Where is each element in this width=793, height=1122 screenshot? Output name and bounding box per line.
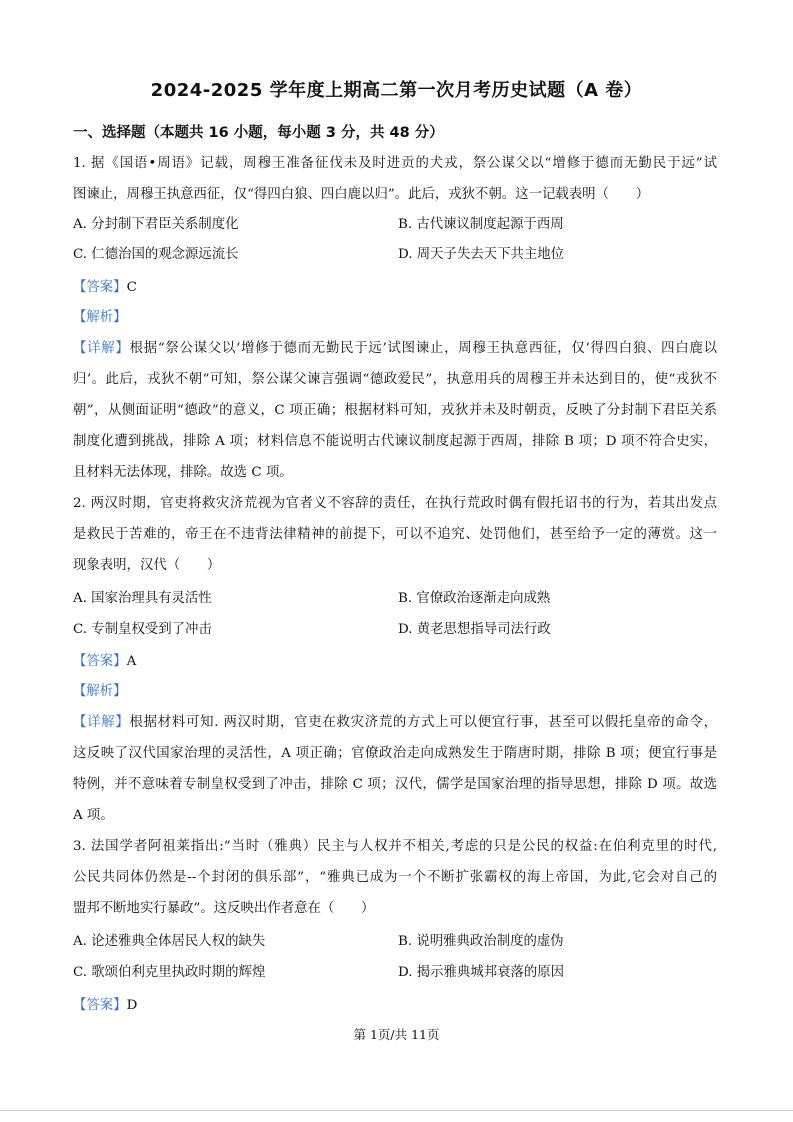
q3-stem-line-1: 3. 法国学者阿祖莱指出:“当时（雅典）民主与人权并不相关,考虑的只是公民的权益:在伯利克里的时代,: [73, 839, 717, 854]
answer-label: 【答案】: [73, 280, 127, 295]
q1-answer: [73, 279, 137, 297]
q3-stem-line-2: 公民共同体仍然是--个封闭的俱乐部”，“雅典已成为一个不断扩张霸权的海上帝国，为此,它会对自己的: [73, 870, 717, 885]
q3-answer-value: D: [126, 998, 138, 1013]
q2-stem-line-1: 2. 两汉时期，官吏将救灾济荒视为官者义不容辞的责任，在执行荒政时偶有假托诏书的行为，若其出发点: [73, 496, 717, 511]
q3-answer: 【答案】D: [73, 998, 138, 1013]
q1-option-b: B. 古代谏议制度起源于西周: [398, 217, 564, 232]
q2-detail-line-2: 这反映了汉代国家治理的灵活性，A 项正确；官僚政治走向成熟发生于隋唐时期，排除 B 项；便宜行事是: [73, 746, 717, 761]
q1-stem-line-2: 图谏止，周穆王执意西征，仅“得四白狼、四白鹿以归”。此后，戎狄不朝。这一记载表明（ ）: [73, 187, 650, 202]
q2-answer-value: A: [126, 654, 137, 669]
q2-detail-line-3: 特例，并不意味着专制皇权受到了冲击，排除 C 项；汉代，儒学是国家治理的指导思想，排除 D 项。故选: [73, 777, 717, 792]
q3-stem-line-3: 盟邦不断地实行暴政”。这反映出作者意在（ ）: [73, 901, 375, 916]
q2-stem-line-3: 现象表明，汉代（ ）: [73, 558, 221, 573]
q2-detail-line-4: A 项。: [73, 808, 114, 823]
q1-option-c: C. 仁德治国的观念源远流长: [73, 247, 239, 262]
q3-option-b: B. 说明雅典政治制度的虚伪: [398, 934, 564, 949]
q2-option-c: C. 专制皇权受到了冲击: [73, 622, 212, 637]
q1-detail-line-4: 制度化遭到挑战，排除 A 项；材料信息不能说明古代谏议制度起源于西周，排除 B 项；D 项不符合史实，: [73, 434, 717, 449]
q1-answer-value: C: [126, 280, 137, 295]
q1-detail-line-3: 朝”，从侧面证明“德政”的意义，C 项正确；根据材料可知，戎狄并未及时朝贡，反映了分封制下君臣关系: [73, 403, 717, 418]
q3-option-a: A. 论述雅典全体居民人权的缺失: [73, 934, 266, 949]
q1-option-a: A. 分封制下君臣关系制度化: [73, 217, 239, 232]
q2-analysis-label: 【解析】: [73, 684, 127, 699]
exam-title: 2024-2025 学年度上期高二第一次月考历史试题（A 卷）: [150, 80, 643, 101]
q2-option-a: A. 国家治理具有灵活性: [73, 591, 212, 606]
q1-analysis-label: 【解析】: [73, 310, 127, 325]
q2-stem-line-2: 是救民于苦难的，帝王在不违背法律精神的前提下，可以不追究、处罚他们，甚至给予一定的薄赏。这一: [73, 527, 717, 542]
detail-label: 【详解】: [73, 341, 130, 356]
q1-stem-line-1: 1. 据《国语•周语》记载，周穆王准备征伐未及时进贡的犬戎，祭公谋父以“增修于德而无勤民于远”试: [73, 156, 717, 171]
q2-option-b: B. 官僚政治逐渐走向成熟: [398, 591, 551, 606]
q1-detail-line-2: 归’。此后，戎狄不朝”可知，祭公谋父谏言强调“德政爱民”，执意用兵的周穆王并未达到目的，使“戎狄不: [73, 372, 717, 387]
q2-detail-line-1: 【详解】根据材料可知. 两汉时期，官吏在救灾济荒的方式上可以便宜行事，甚至可以假托皇帝的命令，: [73, 715, 718, 730]
q2-answer: 【答案】A: [73, 654, 137, 669]
q2-option-d: D. 黄老思想指导司法行政: [398, 622, 551, 637]
q1-option-d: D. 周天子失去天下共主地位: [398, 247, 565, 262]
q1-detail-line-5: 且材料无法体现，排除。故选 C 项。: [73, 465, 293, 480]
page-footer: 第 1页/共 11页: [353, 1027, 440, 1042]
section-heading: 一、选择题（本题共 16 小题，每小题 3 分，共 48 分）: [73, 125, 444, 141]
q1-detail-line-1: 【详解】根据“祭公谋父以‘增修于德而无勤民于远’试图谏止，周穆王执意西征，仅‘得四白狼、四白鹿以: [73, 341, 717, 356]
q3-option-c: C. 歌颂伯利克里执政时期的辉煌: [73, 965, 266, 980]
page-bottom-divider: [0, 1110, 793, 1111]
q3-option-d: D. 揭示雅典城邦衰落的原因: [398, 965, 565, 980]
